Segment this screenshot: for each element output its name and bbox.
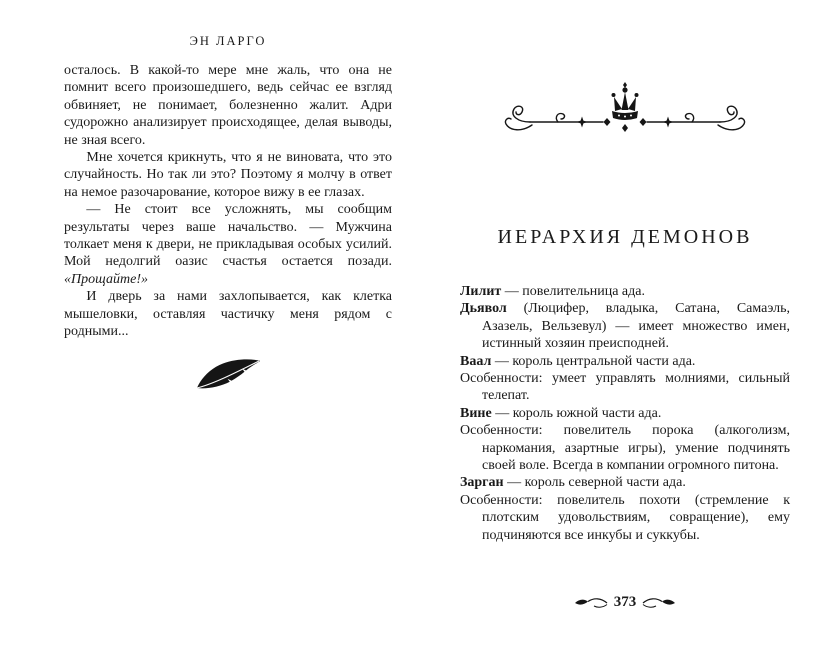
italic-run: «Прощайте!» [64,271,149,287]
page-number-block [460,594,790,611]
paragraph [64,288,392,340]
feather-ornament [64,357,392,393]
chapter-title: ИЕРАРХИЯ ДЕМОНОВ [497,226,753,248]
demon-entry [460,492,790,544]
running-header: ЭН ЛАРГО [189,34,267,48]
demon-description: — король северной части ада. [503,475,686,491]
demon-entry [460,474,790,491]
text-run: И дверь за нами захлопывается, как клетка мышеловки, оставляя частичку меня рядом с родными... [64,289,392,340]
right-page [460,0,790,662]
demon-name: Дьявол [460,301,507,317]
paragraph [64,62,392,149]
left-page-paragraphs [64,62,392,341]
demon-description: — король центральной части ада. [491,353,696,369]
demon-description: Особенности: повелитель порока (алкоголизм, наркомания, азартные игры), умение подчинять своей воле. Всегда в компании огромного питона. [460,423,790,474]
feather-icon [193,357,263,393]
demon-entry [460,300,790,352]
left-page [64,34,392,393]
folio-flourish-right-icon [642,596,676,610]
demon-entry [460,405,790,422]
demon-entry [460,370,790,405]
text-run: Мне хочется крикнуть, что я не виновата, что это случайность. Но так ли это? Поэтому я молчу в ответ на немое разочарование, которое вижу в ее глазах. [64,150,392,200]
paragraph [64,149,392,201]
demon-name: Вине [460,405,492,421]
crown-divider [460,78,790,136]
demon-entry [460,353,790,370]
demon-name: Лилит [460,284,502,299]
demon-entry [460,422,790,474]
demon-name: Зарган [460,475,504,491]
page-number: 373 [613,594,637,610]
text-run: — Не стоит все усложнять, мы сообщим результаты через ваше начальство. — Мужчина толкает меня к двери, не прикладывая особых усилий. Мой недолгий оазис счастья остается позади. [64,202,392,270]
demon-description: Особенности: умеет управлять молниями, сильный телепат. [460,371,790,404]
demon-entry [460,283,790,300]
demon-description: Особенности: повелитель похоти (стремление к плотским удовольствиям, совращение), ему подчиняются все инкубы и суккубы. [460,492,790,543]
crown-divider-icon [470,78,780,136]
folio-flourish-left-icon [574,596,608,610]
demon-name: Ваал [460,353,492,369]
demon-description: (Люцифер, владыка, Сатана, Самаэль, Азазель, Вельзевул) — имеет множество имен, истинный хозяин преисподней. [482,301,790,352]
paragraph [64,201,392,288]
text-run: осталось. В какой-то мере мне жаль, что она не помнит всего произошедшего, ведь сейчас ее взгляд обвиняет, не понимает, болезненно жалит. Адри судорожно анализирует происходящее, делая выводы, не зная всего. [64,63,392,148]
demon-entries [460,283,790,544]
demon-description: — повелительница ада. [501,284,645,299]
demon-description: — король южной части ада. [491,405,662,421]
